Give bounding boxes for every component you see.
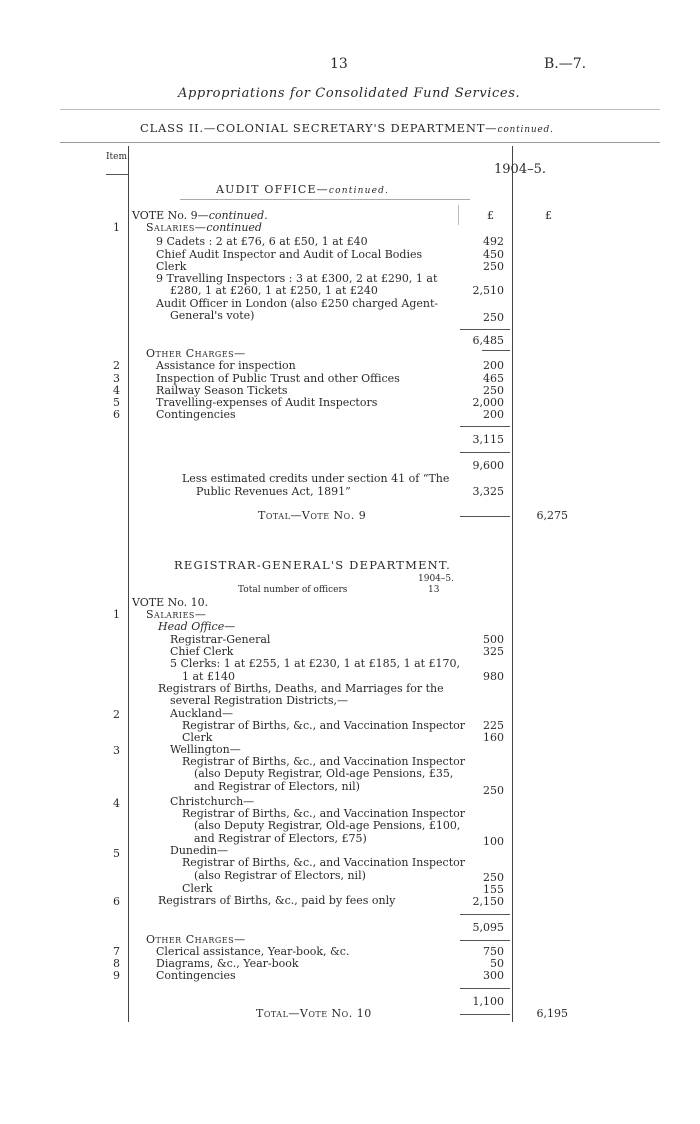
officers-year: 1904–5. — [418, 574, 454, 584]
total-rule — [460, 516, 510, 517]
dunedin-amount-2: 250 — [483, 871, 504, 884]
charge-item-number: 5 — [113, 396, 120, 409]
charge-amount: 750 — [483, 945, 504, 958]
charge-text: Contingencies — [156, 408, 236, 421]
wellington-line-1: Registrar of Births, &c., and Vaccination Inspector — [182, 755, 466, 768]
charge-amount: 465 — [483, 372, 504, 385]
christchurch-item: 4 — [113, 797, 120, 810]
dunedin-amount-3: 155 — [483, 883, 504, 896]
audit-heading — [216, 183, 389, 197]
wellington-item: 3 — [113, 744, 120, 757]
charge-text: Railway Season Tickets — [156, 384, 288, 397]
charge-text: Diagrams, &c., Year-book — [156, 957, 299, 970]
audit-total-label — [258, 510, 366, 522]
subtotal-rule — [460, 426, 510, 427]
title-rule — [60, 109, 660, 110]
pound-sign-2: £ — [545, 209, 552, 222]
class-rule — [60, 142, 660, 143]
document-reference: B.—7. — [544, 56, 587, 72]
wellington-line-2: (also Deputy Registrar, Old-age Pensions, £35, — [194, 767, 454, 780]
item-column-header: Item. — [106, 152, 130, 162]
subtotal-rule — [460, 988, 510, 989]
charge-item-number: 3 — [113, 372, 120, 385]
audit-salaries-label: Salaries— — [146, 221, 207, 234]
registrar-item-1: 1 — [113, 608, 120, 621]
charge-amount: 50 — [490, 957, 504, 970]
charge-amount: 200 — [483, 408, 504, 421]
charge-amount: 2,000 — [472, 396, 504, 409]
pound-sign-1: £ — [487, 209, 494, 222]
registrar-total-text: Total—Vote No. 10 — [256, 1007, 372, 1020]
auckland-amount-2: 160 — [483, 731, 504, 744]
charge-amount: 250 — [483, 384, 504, 397]
registrar-vote-total: 6,195 — [536, 1007, 568, 1020]
audit-line-amount: 450 — [483, 248, 504, 261]
wellington-name: Wellington— — [170, 743, 241, 756]
audit-line-amount: 250 — [483, 311, 504, 324]
dunedin-item: 5 — [113, 847, 120, 860]
registrar-salaries: Salaries— — [146, 608, 207, 621]
registrar-total-label — [256, 1008, 372, 1020]
subtotal-rule — [460, 329, 510, 330]
audit-heading-rule — [180, 199, 470, 200]
christchurch-amount: 100 — [483, 835, 504, 848]
subtotal-rule — [482, 350, 510, 351]
audit-heading-continued: continued. — [328, 186, 390, 196]
christchurch-line-1: Registrar of Births, &c., and Vaccination Inspector — [182, 807, 466, 820]
audit-total-text: Total—Vote No. 9 — [258, 509, 367, 522]
year-column-header: 1904–5. — [494, 162, 546, 177]
head-line-text: Registrar-General — [170, 633, 271, 646]
charge-amount: 200 — [483, 359, 504, 372]
head-line-text: Chief Clerk — [170, 645, 234, 658]
fees-text: Registrars of Births, &c., paid by fees only — [158, 894, 396, 907]
audit-vote-total: 6,275 — [536, 509, 568, 522]
head-line-amount: 500 — [483, 633, 504, 646]
page-number: 13 — [330, 56, 348, 72]
audit-vote-label: VOTE No. 9— — [132, 209, 209, 222]
item-header-rule — [106, 174, 128, 175]
audit-line-text: Clerk — [156, 260, 187, 273]
audit-other-charges: Other Charges— — [146, 347, 246, 360]
fees-amount: 2,150 — [472, 895, 504, 908]
audit-line-text: Chief Audit Inspector and Audit of Local Bodies — [156, 248, 423, 261]
class-line-continued: continued. — [497, 125, 554, 135]
registrars-line-2: several Registration Districts,— — [170, 694, 348, 707]
less-credits-line-2: Public Revenues Act, 1891” — [196, 485, 351, 498]
class-heading — [140, 121, 554, 136]
head-line-text: 5 Clerks: 1 at £255, 1 at £230, 1 at £185, 1 at £170, — [170, 657, 461, 670]
charge-text: Travelling-expenses of Audit Inspectors — [156, 396, 378, 409]
wellington-line-3: and Registrar of Electors, nil) — [194, 780, 360, 793]
audit-line-text: 9 Travelling Inspectors : 3 at £300, 2 at £290, 1 at — [156, 272, 438, 285]
subtotal-rule — [460, 452, 510, 453]
auckland-line-2: Clerk — [182, 731, 213, 744]
registrars-line-1: Registrars of Births, Deaths, and Marriages for the — [158, 682, 444, 695]
registrar-vote: VOTE No. 10. — [132, 596, 209, 609]
registrar-charges-total: 1,100 — [472, 995, 504, 1008]
charge-text: Inspection of Public Trust and other Offices — [156, 372, 400, 385]
head-line-text: 1 at £140 — [182, 670, 235, 683]
head-office: Head Office— — [158, 620, 236, 633]
charge-text: Contingencies — [156, 969, 236, 982]
charge-amount: 300 — [483, 969, 504, 982]
registrar-other-charges: Other Charges— — [146, 933, 246, 946]
audit-heading-text: AUDIT OFFICE— — [216, 183, 329, 196]
class-line: CLASS II.—COLONIAL SECRETARY'S DEPARTMENT— — [140, 121, 498, 135]
item-column-rule — [128, 146, 129, 1022]
audit-line-amount: 492 — [483, 235, 504, 248]
audit-line-text: 9 Cadets : 2 at £76, 6 at £50, 1 at £40 — [156, 235, 368, 248]
dunedin-line-1: Registrar of Births, &c., and Vaccination Inspector — [182, 856, 466, 869]
dunedin-line-2: (also Registrar of Electors, nil) — [194, 869, 366, 882]
audit-vote-continued: continued. — [208, 209, 268, 222]
officers-count: 13 — [428, 585, 440, 595]
audit-item-1: 1 — [113, 221, 120, 234]
dunedin-line-3: Clerk — [182, 882, 213, 895]
inner-column-rule — [458, 205, 459, 225]
less-credits-amount: 3,325 — [472, 485, 504, 498]
audit-line-text: Audit Officer in London (also £250 charged Agent- — [156, 297, 439, 310]
charge-item-number: 2 — [113, 359, 120, 372]
charge-text: Clerical assistance, Year-book, &c. — [156, 945, 350, 958]
auckland-item: 2 — [113, 708, 120, 721]
fees-item: 6 — [113, 895, 120, 908]
christchurch-name: Christchurch— — [170, 795, 255, 808]
registrar-salaries-total: 5,095 — [472, 921, 504, 934]
audit-salaries-continued: continued — [206, 221, 262, 234]
auckland-line-1: Registrar of Births, &c., and Vaccination Inspector — [182, 719, 466, 732]
wellington-amount: 250 — [483, 784, 504, 797]
head-line-amount: 980 — [483, 670, 504, 683]
christchurch-line-3: and Registrar of Electors, £75) — [194, 832, 367, 845]
less-credits-line-1: Less estimated credits under section 41 of “The — [182, 472, 450, 485]
subtotal-rule — [460, 914, 510, 915]
audit-line-amount: 2,510 — [472, 284, 504, 297]
charge-item-number: 8 — [113, 957, 120, 970]
page-title: Appropriations for Consolidated Fund Services. — [178, 86, 521, 101]
subtotal-rule — [460, 940, 510, 941]
charge-item-number: 7 — [113, 945, 120, 958]
charge-text: Assistance for inspection — [156, 359, 296, 372]
head-line-amount: 325 — [483, 645, 504, 658]
audit-line-amount: 250 — [483, 260, 504, 273]
audit-charges-total: 3,115 — [472, 433, 504, 446]
christchurch-line-2: (also Deputy Registrar, Old-age Pensions, £100, — [194, 819, 461, 832]
audit-line-text: £280, 1 at £260, 1 at £250, 1 at £240 — [170, 284, 378, 297]
auckland-amount-1: 225 — [483, 719, 504, 732]
audit-line-text: General's vote) — [170, 309, 255, 322]
charge-item-number: 6 — [113, 408, 120, 421]
audit-salaries-total: 6,485 — [472, 334, 504, 347]
auckland-name: Auckland— — [170, 707, 234, 720]
registrar-heading: REGISTRAR-GENERAL'S DEPARTMENT. — [174, 558, 451, 572]
officers-label: Total number of officers — [238, 585, 348, 595]
dunedin-name: Dunedin— — [170, 844, 229, 857]
audit-gross-total: 9,600 — [472, 459, 504, 472]
charge-item-number: 4 — [113, 384, 120, 397]
charge-item-number: 9 — [113, 969, 120, 982]
amount-column-rule — [512, 146, 513, 1022]
audit-salaries-heading — [146, 222, 262, 234]
total-rule — [460, 1014, 510, 1015]
